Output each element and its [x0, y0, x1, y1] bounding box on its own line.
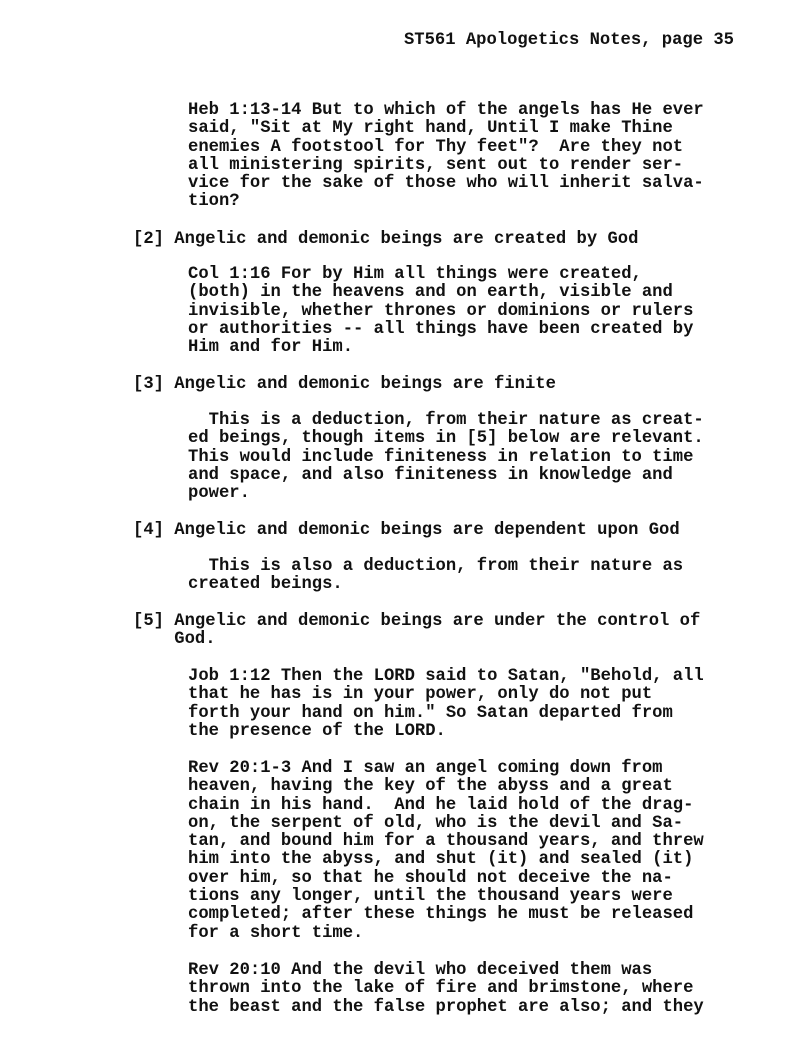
- point-3-heading: [3] Angelic and demonic beings are finite: [133, 375, 556, 394]
- page-header: ST561 Apologetics Notes, page 35: [403, 31, 734, 50]
- point-2-heading: [2] Angelic and demonic beings are created by God: [133, 230, 639, 249]
- scripture-col-1-16: Col 1:16 For by Him all things were created, (both) in the heavens and on earth, visible and invisible, whether thrones or dominions or rulers or authorities -- all things have been created by Him and for Him.: [188, 265, 694, 358]
- scripture-job-1-12: Job 1:12 Then the LORD said to Satan, "Behold, all that he has is in your power, only do not put forth your hand on him." So Satan departed from the presence of the LORD.: [188, 667, 704, 741]
- scripture-rev-20-1: Rev 20:1-3 And I saw an angel coming down from heaven, having the key of the abyss and a great chain in his hand. And he laid hold of the drag- on, the serpent of old, who is the devil and Sa- tan, and bound him for a thousand years, and threw him into the abyss, and shut (it) and sealed (it) over him, so that he should not deceive the na- tions any longer, until the thousand years were completed; after these things he must be released for a short time.: [188, 759, 704, 943]
- point-5-heading: [5] Angelic and demonic beings are under the control of God.: [133, 612, 701, 650]
- scripture-rev-20-10: Rev 20:10 And the devil who deceived them was thrown into the lake of fire and brimstone, where the beast and the false prophet are also; and they: [188, 961, 704, 1017]
- scripture-heb-1-13: Heb 1:13-14 But to which of the angels has He ever said, "Sit at My right hand, Until I make Thine enemies A footstool for Thy feet"? Are they not all ministering spirits, sent out to render ser- vice for the sake of those who will inherit salva- tion?: [188, 101, 704, 212]
- point-4-heading: [4] Angelic and demonic beings are dependent upon God: [133, 521, 680, 540]
- point-4-text: This is also a deduction, from their nature as created beings.: [188, 557, 684, 595]
- point-3-text: This is a deduction, from their nature as creat- ed beings, though items in [5] below are relevant. This would include finiteness in relation to time and space, and also finiteness in knowledge and power.: [188, 411, 704, 504]
